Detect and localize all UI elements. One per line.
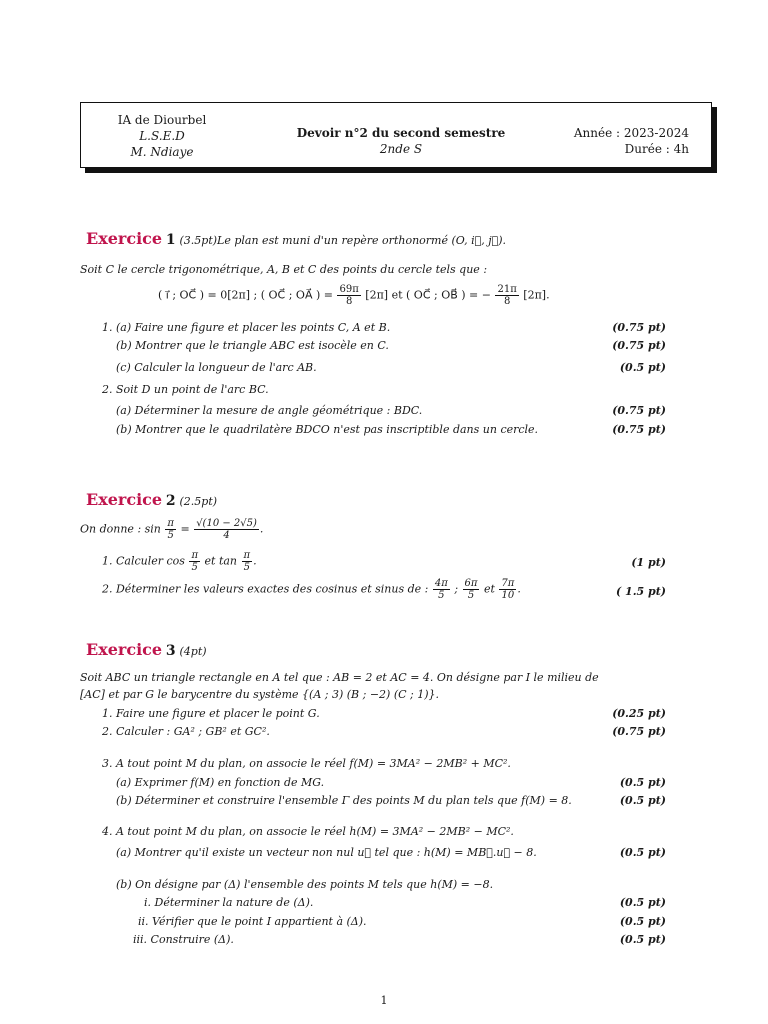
exercise-3-title [86, 640, 207, 659]
ex1-item-1b-points: (0.75 pt) [612, 339, 666, 352]
ex3-item-2: 2. Calculer : GA² ; GB² et GC². [102, 725, 270, 738]
header-school: L.S.E.D [139, 129, 185, 143]
header-left [97, 112, 227, 160]
ex3-item-4b: (b) On désigne par (Δ) l'ensemble des points M tels que h(M) = −8. [116, 878, 494, 891]
formula-frac-1: $\frac{69\pi}{8}$ [339, 284, 359, 307]
ex1-item-2a-points: (0.75 pt) [612, 404, 666, 417]
ex3-item-4a: (a) Montrer qu'il existe un vecteur non nul u⃗ tel que : h(M) = MB⃗.u⃗ − 8. [116, 846, 537, 859]
exercise-2-title [86, 490, 217, 509]
header-right [569, 125, 689, 157]
ex2-item-1-points: (1 pt) [631, 556, 666, 569]
ex3-item-3: 3. A tout point M du plan, on associe le réel f(M) = 3MA² − 2MB² + MC². [102, 757, 511, 770]
ex2-frac-pi5: $\frac{\pi}{5}$ [167, 518, 174, 541]
exercise-1-number: 1 [165, 232, 176, 248]
ex3-item-4b-iii: iii. Construire (Δ). [133, 933, 234, 946]
ex3-item-3b: (b) Déterminer et construire l'ensemble Γ des points M du plan tels que f(M) = 8. [116, 794, 572, 807]
exercise-1-desc: Le plan est muni d'un repère orthonormé (O, i⃗, j⃗). [217, 234, 507, 247]
ex1-item-1c-points: (0.5 pt) [619, 361, 666, 374]
ex2-item-1: 1. Calculer cos $\frac{\pi}{5}$ et tan $\frac{\pi}{5}$ . [102, 550, 257, 573]
exercise-1-points: (3.5pt) [179, 234, 218, 247]
ex1-item-1c: (c) Calculer la longueur de l'arc AB. [116, 361, 317, 374]
header-year: Année : 2023-2024 [573, 126, 689, 140]
formula-part-c: [2π]. [523, 288, 550, 302]
ex1-item-2b-points: (0.75 pt) [612, 423, 666, 436]
header-class: 2nde S [379, 142, 423, 156]
ex1-item-1a: 1. (a) Faire une figure et placer les points C, A et B. [102, 321, 391, 334]
exercise-1-word: Exercice [86, 229, 163, 248]
ex3-item-4b-ii-points: (0.5 pt) [619, 915, 666, 928]
ex3-item-3b-points: (0.5 pt) [619, 794, 666, 807]
ex3-item-2-points: (0.75 pt) [612, 725, 666, 738]
ex3-item-3a-points: (0.5 pt) [619, 776, 666, 789]
ex2-item-2: 2. Déterminer les valeurs exactes des cosinus et sinus de : $\frac{4\pi}{5}$ ; $\frac{6\pi}{5}$ et $\frac{7\pi}{10}$ . [102, 578, 521, 601]
ex1-item-1b: (b) Montrer que le triangle ABC est isocèle en C. [116, 339, 389, 352]
formula-part-a: ( i⃗ ; OC⃗ ) = 0[2π] ; ( OC⃗ ; OA⃗ ) = [158, 288, 333, 302]
exercise-2-points: (2.5pt) [179, 495, 218, 508]
ex3-item-4b-ii: ii. Vérifier que le point I appartient à (Δ). [138, 915, 367, 928]
ex1-item-2: 2. Soit D un point de l'arc BC. [102, 383, 269, 396]
ex3-item-4: 4. A tout point M du plan, on associe le réel h(M) = 3MA² − 2MB² − MC². [102, 825, 514, 838]
ex3-item-4b-i: i. Déterminer la nature de (Δ). [144, 896, 314, 909]
header-box [80, 102, 712, 168]
exercise-1-formula [158, 284, 550, 307]
exercise-1-intro: Soit C le cercle trigonométrique, A, B et C des points du cercle tels que : [80, 263, 488, 276]
exercise-3-word: Exercice [86, 640, 163, 659]
ex2-item-2-points: ( 1.5 pt) [616, 585, 666, 598]
formula-frac-2: $\frac{21\pi}{8}$ [497, 284, 517, 307]
formula-part-b: [2π] et ( OC⃗ ; OB⃗ ) = − [365, 288, 491, 302]
ex1-item-2a: (a) Déterminer la mesure de angle géométrique : BDC. [116, 404, 423, 417]
ex3-item-1-points: (0.25 pt) [612, 707, 666, 720]
page-number: 1 [380, 994, 388, 1007]
header-teacher: M. Ndiaye [130, 145, 194, 159]
exercise-2-word: Exercice [86, 490, 163, 509]
header-title: Devoir n°2 du second semestre [296, 126, 506, 140]
ex3-item-3a: (a) Exprimer f(M) en fonction de MG. [116, 776, 325, 789]
ex3-item-4b-iii-points: (0.5 pt) [619, 933, 666, 946]
exercise-3-points: (4pt) [179, 645, 207, 658]
header-duration: Durée : 4h [624, 142, 689, 156]
ex3-intro-1: Soit ABC un triangle rectangle en A tel que : AB = 2 et AC = 4. On désigne par I le milieu de [80, 671, 599, 684]
ex1-item-2b: (b) Montrer que le quadrilatère BDCO n'est pas inscriptible dans un cercle. [116, 423, 539, 436]
ex2-frac-rhs: $\frac{√(10 - 2√5)}{4}$ [196, 518, 257, 541]
ex3-intro-2: [AC] et par G le barycentre du système {(A ; 3) (B ; −2) (C ; 1)}. [80, 688, 440, 701]
exercise-1-title [86, 229, 506, 248]
ex3-item-1: 1. Faire une figure et placer le point G. [102, 707, 320, 720]
header-institution: IA de Diourbel [117, 113, 207, 127]
exercise-3-number: 3 [165, 643, 176, 659]
ex3-item-4b-i-points: (0.5 pt) [619, 896, 666, 909]
exercise-2-number: 2 [165, 493, 176, 509]
ex2-given: On donne : sin $\frac{\pi}{5}$ = $\frac{√(10 - 2√5)}{4}$ . [80, 518, 264, 541]
header-center [281, 125, 521, 157]
ex3-item-4a-points: (0.5 pt) [619, 846, 666, 859]
ex1-item-1a-points: (0.75 pt) [612, 321, 666, 334]
